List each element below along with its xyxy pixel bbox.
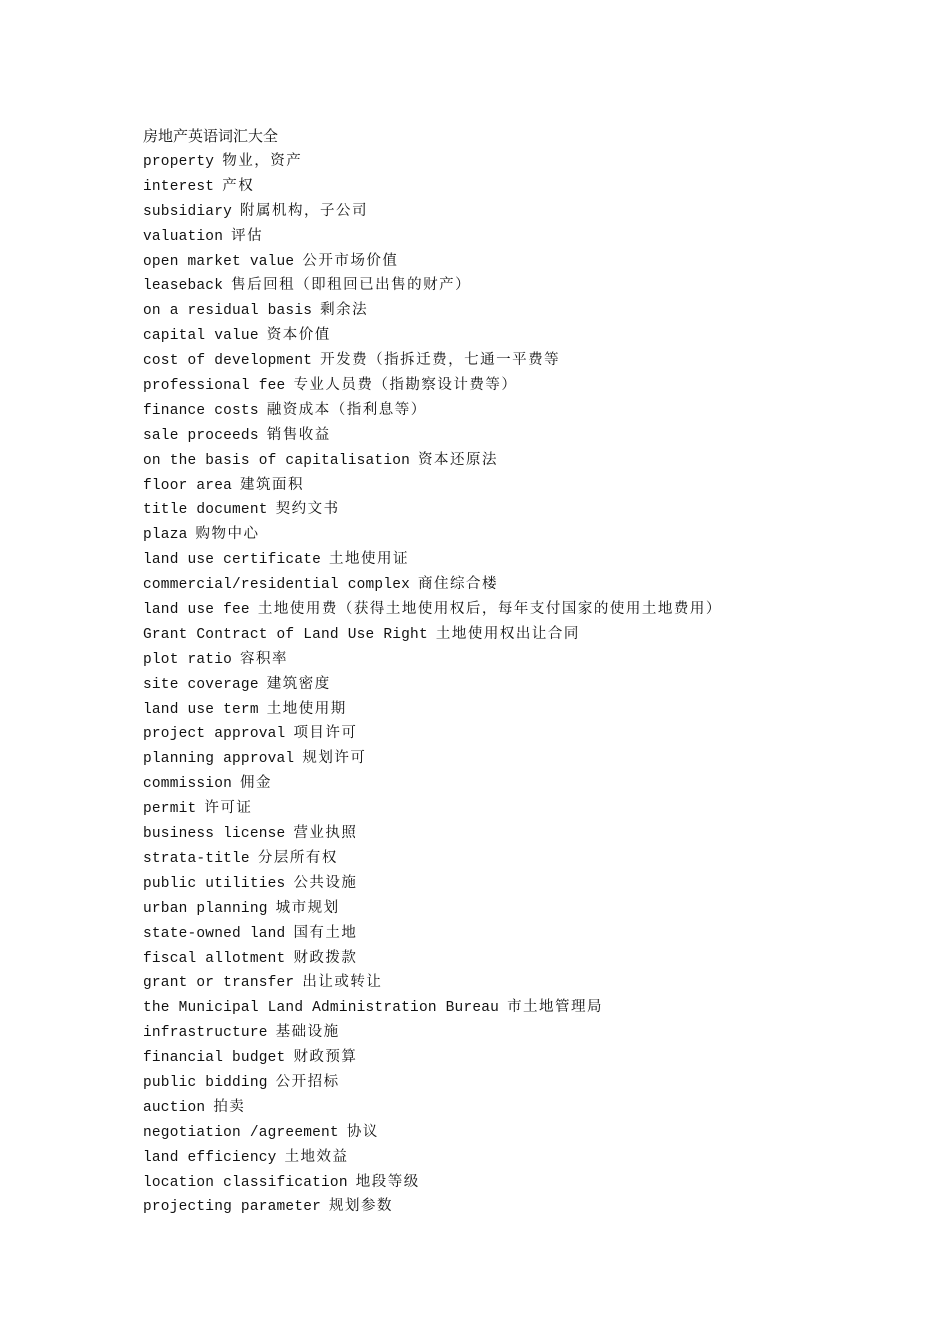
chinese-meaning: 土地使用期 <box>266 700 347 717</box>
english-term: cost of development <box>143 353 313 370</box>
chinese-meaning: 营业执照 <box>293 825 358 842</box>
glossary-entry <box>143 1120 923 1145</box>
glossary-entry <box>143 398 923 423</box>
glossary-entry <box>143 448 923 473</box>
glossary-entry <box>143 771 923 796</box>
english-term: leaseback <box>143 278 224 295</box>
glossary-entry <box>143 896 923 921</box>
chinese-meaning: 规划许可 <box>302 750 367 767</box>
english-term: fiscal allotment <box>143 950 286 967</box>
chinese-meaning: 物业，资产 <box>222 153 303 169</box>
glossary-list <box>143 149 923 1219</box>
chinese-meaning: 许可证 <box>204 800 253 817</box>
chinese-meaning: 建筑面积 <box>240 476 305 493</box>
english-term: open market value <box>143 253 295 270</box>
chinese-meaning: 规划参数 <box>329 1198 394 1215</box>
glossary-entry <box>143 1070 923 1095</box>
chinese-meaning: 资本还原法 <box>418 451 499 468</box>
glossary-entry <box>143 522 923 547</box>
chinese-meaning: 专业人员费（指勘察设计费等） <box>293 377 518 394</box>
english-term: project approval <box>143 726 286 743</box>
chinese-meaning: 基础设施 <box>275 1024 340 1041</box>
glossary-entry <box>143 946 923 971</box>
glossary-entry <box>143 821 923 846</box>
glossary-entry <box>143 373 923 398</box>
english-term: plot ratio <box>143 651 233 668</box>
chinese-meaning: 附属机构，子公司 <box>240 202 369 219</box>
chinese-meaning: 公开招标 <box>275 1073 340 1090</box>
english-term: land use fee <box>143 602 250 619</box>
glossary-entry <box>143 348 923 373</box>
english-term: sale proceeds <box>143 427 259 444</box>
english-term: strata-title <box>143 850 250 867</box>
chinese-meaning: 售后回租（即租回已出售的财产） <box>231 277 472 294</box>
glossary-entry <box>143 846 923 871</box>
glossary-entry <box>143 249 923 274</box>
chinese-meaning: 商住综合楼 <box>418 576 499 593</box>
chinese-meaning: 契约文书 <box>275 501 340 518</box>
glossary-entry <box>143 547 923 572</box>
chinese-meaning: 公共设施 <box>293 874 358 891</box>
glossary-entry <box>143 721 923 746</box>
english-term: negotiation /agreement <box>143 1124 339 1141</box>
glossary-entry <box>143 871 923 896</box>
glossary-entry <box>143 672 923 697</box>
glossary-entry <box>143 224 923 249</box>
glossary-entry <box>143 149 923 174</box>
english-term: capital value <box>143 328 259 345</box>
chinese-meaning: 土地效益 <box>284 1148 349 1165</box>
glossary-entry <box>143 622 923 647</box>
glossary-entry <box>143 473 923 498</box>
glossary-entry <box>143 1170 923 1195</box>
english-term: finance costs <box>143 402 259 419</box>
english-term: professional fee <box>143 378 286 395</box>
english-term: interest <box>143 178 215 195</box>
english-term: land use term <box>143 701 259 718</box>
english-term: auction <box>143 1099 206 1116</box>
document-title: 房地产英语词汇大全 <box>143 127 279 145</box>
english-term: land use certificate <box>143 552 322 569</box>
english-term: urban planning <box>143 900 268 917</box>
glossary-entry <box>143 697 923 722</box>
glossary-entry <box>143 1045 923 1070</box>
english-term: public bidding <box>143 1074 268 1091</box>
english-term: floor area <box>143 477 233 494</box>
glossary-entry <box>143 1194 923 1219</box>
glossary-entry <box>143 423 923 448</box>
chinese-meaning: 剩余法 <box>320 302 369 319</box>
chinese-meaning: 土地使用权出让合同 <box>435 625 580 642</box>
chinese-meaning: 销售收益 <box>266 426 331 443</box>
english-term: public utilities <box>143 875 286 892</box>
english-term: financial budget <box>143 1050 286 1067</box>
english-term: valuation <box>143 228 224 245</box>
chinese-meaning: 公开市场价值 <box>302 252 399 269</box>
glossary-entry <box>143 497 923 522</box>
chinese-meaning: 协议 <box>346 1123 379 1140</box>
english-term: land efficiency <box>143 1149 277 1166</box>
glossary-entry <box>143 746 923 771</box>
glossary-entry <box>143 298 923 323</box>
english-term: commission <box>143 776 233 793</box>
english-term: the Municipal Land Administration Bureau <box>143 1000 500 1017</box>
english-term: planning approval <box>143 751 295 768</box>
glossary-entry <box>143 1095 923 1120</box>
english-term: grant or transfer <box>143 975 295 992</box>
chinese-meaning: 容积率 <box>240 650 289 667</box>
chinese-meaning: 地段等级 <box>355 1173 420 1190</box>
chinese-meaning: 城市规划 <box>275 899 340 916</box>
chinese-meaning: 开发费（指拆迁费，七通一平费等 <box>320 352 561 369</box>
glossary-entry <box>143 323 923 348</box>
glossary-entry <box>143 796 923 821</box>
english-term: title document <box>143 502 268 519</box>
english-term: location classification <box>143 1174 348 1191</box>
glossary-entry <box>143 1020 923 1045</box>
glossary-entry <box>143 273 923 298</box>
glossary-entry <box>143 1145 923 1170</box>
chinese-meaning: 财政预算 <box>293 1049 358 1066</box>
glossary-entry <box>143 199 923 224</box>
chinese-meaning: 购物中心 <box>195 526 260 543</box>
chinese-meaning: 产权 <box>222 177 255 194</box>
english-term: on the basis of capitalisation <box>143 452 411 469</box>
english-term: plaza <box>143 527 188 544</box>
chinese-meaning: 拍卖 <box>213 1098 246 1115</box>
english-term: permit <box>143 801 197 818</box>
chinese-meaning: 资本价值 <box>266 327 331 344</box>
glossary-entry <box>143 970 923 995</box>
english-term: state-owned land <box>143 925 286 942</box>
glossary-entry <box>143 995 923 1020</box>
english-term: site coverage <box>143 676 259 693</box>
glossary-entry <box>143 647 923 672</box>
chinese-meaning: 佣金 <box>240 775 273 792</box>
chinese-meaning: 国有土地 <box>293 924 358 941</box>
glossary-entry <box>143 597 923 622</box>
chinese-meaning: 建筑密度 <box>266 675 331 692</box>
chinese-meaning: 土地使用证 <box>329 551 410 568</box>
document-body <box>143 124 923 1219</box>
chinese-meaning: 评估 <box>231 227 264 244</box>
chinese-meaning: 分层所有权 <box>257 849 338 866</box>
chinese-meaning: 项目许可 <box>293 725 358 742</box>
glossary-entry <box>143 572 923 597</box>
chinese-meaning: 市土地管理局 <box>507 999 604 1016</box>
english-term: Grant Contract of Land Use Right <box>143 626 428 643</box>
english-term: on a residual basis <box>143 303 313 320</box>
glossary-entry <box>143 174 923 199</box>
english-term: commercial/residential complex <box>143 577 411 594</box>
english-term: business license <box>143 826 286 843</box>
english-term: infrastructure <box>143 1025 268 1042</box>
english-term: property <box>143 154 215 170</box>
chinese-meaning: 土地使用费（获得土地使用权后，每年支付国家的使用土地费用） <box>257 601 722 618</box>
chinese-meaning: 财政拨款 <box>293 949 358 966</box>
english-term: projecting parameter <box>143 1199 322 1216</box>
chinese-meaning: 融资成本（指利息等） <box>266 401 427 418</box>
english-term: subsidiary <box>143 203 233 220</box>
chinese-meaning: 出让或转让 <box>302 974 383 991</box>
glossary-entry <box>143 921 923 946</box>
